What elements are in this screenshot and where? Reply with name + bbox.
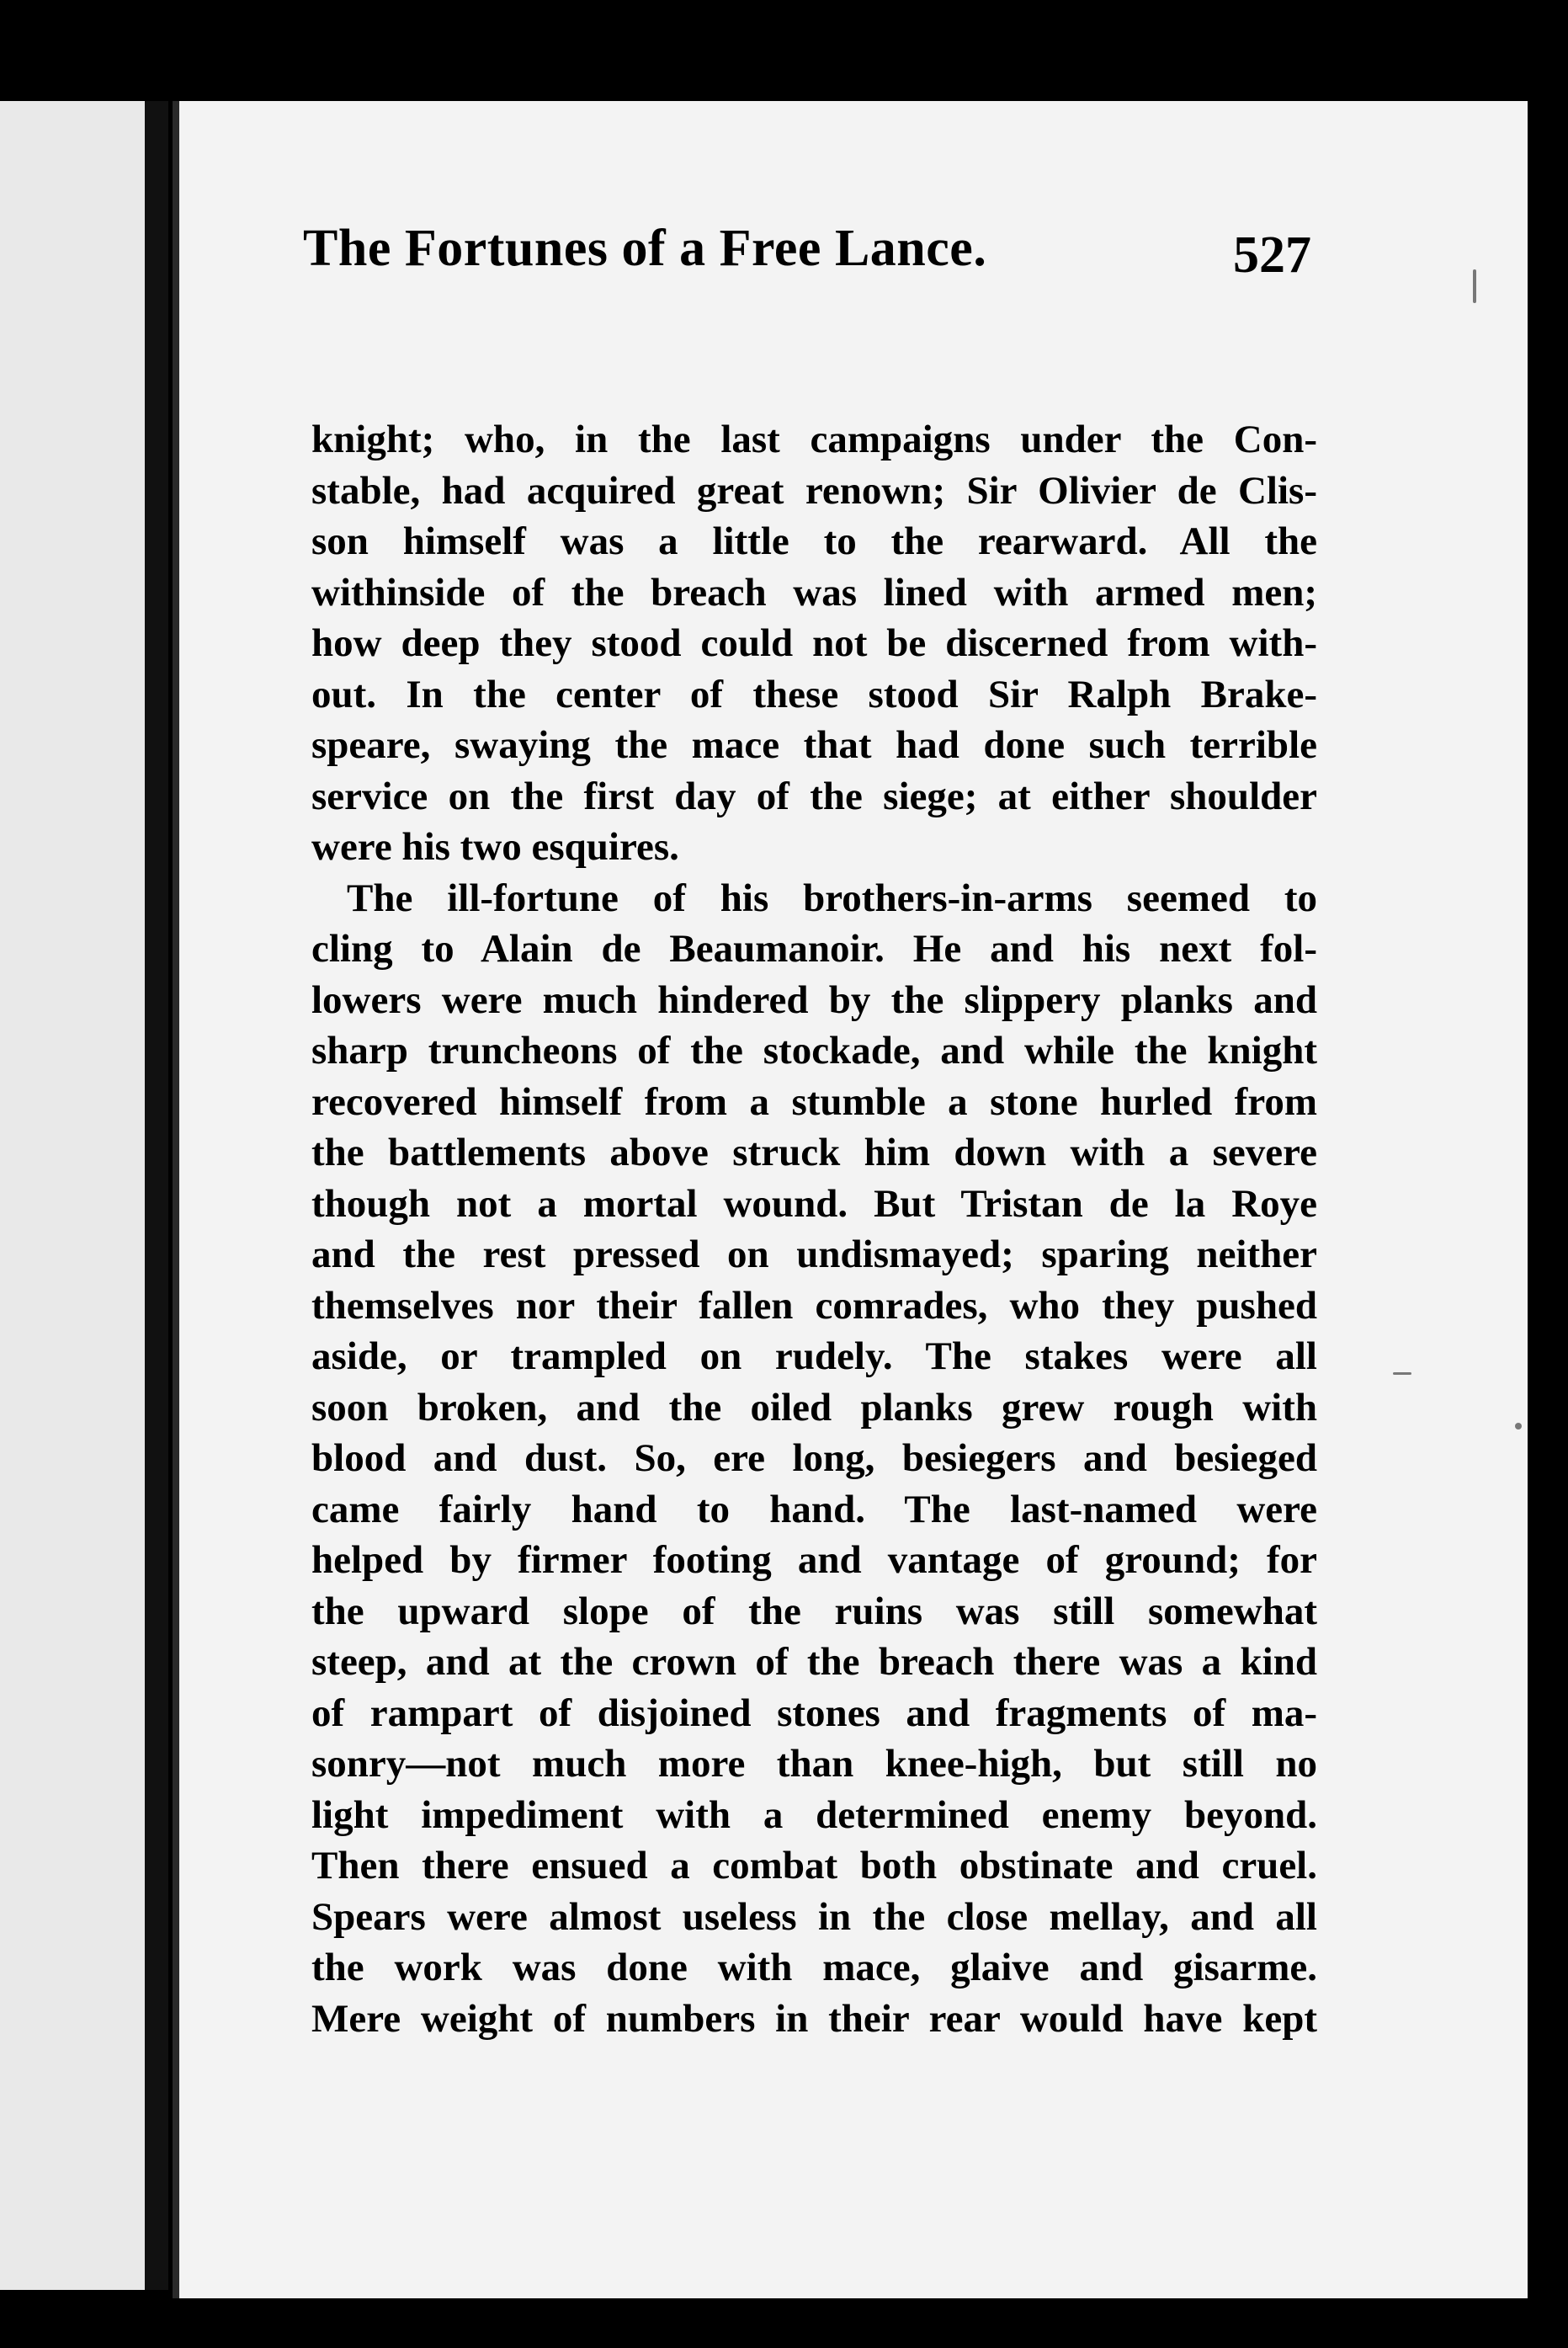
text-line: withinside of the breach was lined with armed men; [311,570,1317,615]
facing-page-edge [0,101,151,2290]
scan-speck [1393,1372,1411,1375]
text-line: the battlements above struck him down with a severe [311,1131,1317,1174]
text-line: sonry—not much more than knee-high, but still no [311,1742,1317,1786]
text-line: recovered himself from a stumble a stone hurled from [311,1079,1317,1124]
text-line: speare, swaying the mace that had done such terrible [311,723,1317,767]
text-line: lowers were much hindered by the slippery planks and [311,977,1317,1022]
text-line: light impediment with a determined enemy beyond. [311,1792,1317,1837]
page-binding-edge [173,101,179,2298]
text-line: knight; who, in the last campaigns under the Con- [311,418,1317,461]
text-line: were his two esquires. [311,825,679,869]
text-line: steep, and at the crown of the breach there was a kind [311,1640,1317,1684]
text-line: son himself was a little to the rearward. All the [311,519,1317,563]
text-line: themselves nor their fallen comrades, who they pushed [311,1283,1317,1328]
text-line: how deep they stood could not be discerned from with- [311,621,1317,665]
text-line: out. In the center of these stood Sir Ralph Brake- [311,672,1317,716]
text-line: Then there ensued a combat both obstinate and cruel. [311,1844,1317,1887]
text-line: though not a mortal wound. But Tristan de la Roye [311,1181,1317,1226]
text-line: stable, had acquired great renown; Sir Olivier de Clis- [311,468,1317,513]
text-line: Mere weight of numbers in their rear would have kept [311,1996,1317,2041]
text-line: came fairly hand to hand. The last-named were [311,1487,1317,1531]
text-line: helped by firmer footing and vantage of ground; for [311,1538,1317,1582]
book-gutter [145,101,168,2290]
text-line: sharp truncheons of the stockade, and while the knight [311,1029,1317,1073]
text-line: blood and dust. So, ere long, besiegers and besieged [311,1436,1317,1480]
text-line: cling to Alain de Beaumanoir. He and his next fol- [311,927,1317,971]
text-line: the upward slope of the ruins was still somewhat [311,1589,1317,1633]
running-title: The Fortunes of a Free Lance. [303,220,987,277]
page-number: 527 [1233,226,1311,284]
text-line: The ill-fortune of his brothers-in-arms seemed to [347,876,1317,920]
text-line: soon broken, and the oiled planks grew rough with [311,1385,1317,1430]
text-line: of rampart of disjoined stones and fragments of ma- [311,1690,1317,1735]
body-text [311,414,1317,2044]
text-line: the work was done with mace, glaive and gisarme. [311,1946,1317,1989]
text-line: aside, or trampled on rudely. The stakes were all [311,1334,1317,1378]
text-line: and the rest pressed on undismayed; sparing neither [311,1233,1317,1276]
scan-speck [1473,269,1476,303]
text-line: Spears were almost useless in the close mellay, and all [311,1894,1317,1939]
running-head [303,219,1313,303]
text-line: service on the first day of the siege; at either shoulder [311,774,1317,818]
scan-speck [1515,1423,1522,1430]
